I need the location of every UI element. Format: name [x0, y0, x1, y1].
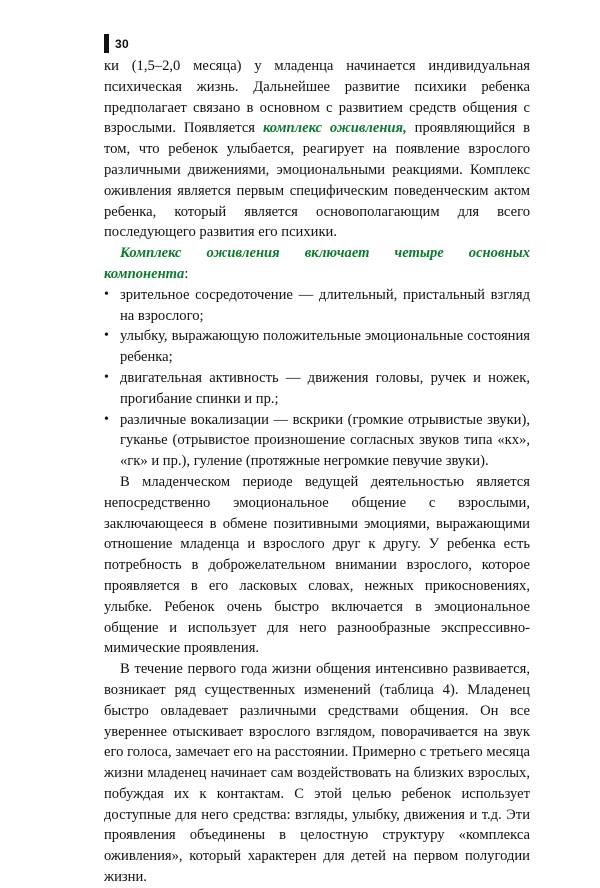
list-item: • двигательная активность — движения головы, ручек и ножек, прогибание спинки и пр.;: [104, 368, 530, 410]
term-highlight: комплекс оживления,: [262, 120, 407, 137]
paragraph-3: В течение первого года жизни общения интенсивно развивается, возникает ряд существенных изменений (таблица 4). Младенец быстро овладевает различными средствами общения. Он все увереннее отыскивает взрослого взглядом, поворачивается на звук его голоса, замечает его на расстоянии. Примерно с третьего месяца жизни младенец начинает сам воздействовать на близких взрослых, побуждая их к контактам. С этой целью ребенок использует доступные для него средства: взгляды, улыбку, движения и т.д. Эти проявления объединены в целостную структуру «комплекса оживления», который характерен для детей на первом полугодии жизни.: [104, 661, 530, 886]
page-number: 30: [115, 36, 129, 51]
paragraph-2: В младенческом периоде ведущей деятельностью является непосредственно эмоциональное общение с взрослыми, заключающееся в обмене позитивными эмоциями, выражающими отношение младенца и взрослого друг к другу. У ребенка есть потребность в доброжелательном внимании взрослого, которое проявляется в его ласковых словах, нежных прикосновениях, улыбке. Ребенок очень быстро включается в эмоциональное общение и использует для него разнообразные экспрессивно-мимические проявления.: [104, 473, 530, 657]
list-item: • зрительное сосредоточение — длительный, пристальный взгляд на взрослого;: [104, 285, 530, 327]
list-item: • различные вокализации — вскрики (громкие отрывистые звуки), гуканье (отрывистое произношение согласных звуков типа «кх», «гк» и пр.), гуление (протяжные негромкие певучие звуки).: [104, 410, 530, 472]
list-heading-suffix: :: [184, 265, 189, 282]
list-heading: [104, 243, 530, 285]
components-list: [104, 285, 530, 472]
paragraph-1-start: ки (1,5–2,0 месяца) у младенца начинается индивидуальная психическая жизнь. Дальнейшее развитие психики ребенка предполагает связано в основном с развитием средств общения с взрослыми. Появляется: [104, 58, 530, 137]
list-item: • улыбку, выражающую положительные эмоциональные состояния ребенка;: [104, 326, 530, 368]
paragraph-1: [104, 56, 530, 243]
page-body: [104, 56, 530, 888]
page-header: [104, 34, 129, 53]
list-heading-highlight: Комплекс оживления включает четыре основных компонента: [104, 245, 530, 282]
page-header-bar: [104, 34, 109, 53]
paragraph-1-end: проявляющийся в том, что ребенок улыбается, реагирует на появление взрослого различными движениями, эмоциональными реакциями. Комплекс оживления является первым специфическим поведенческим актом ребенка, который является основополагающим для всего последующего развития его психики.: [104, 120, 530, 241]
